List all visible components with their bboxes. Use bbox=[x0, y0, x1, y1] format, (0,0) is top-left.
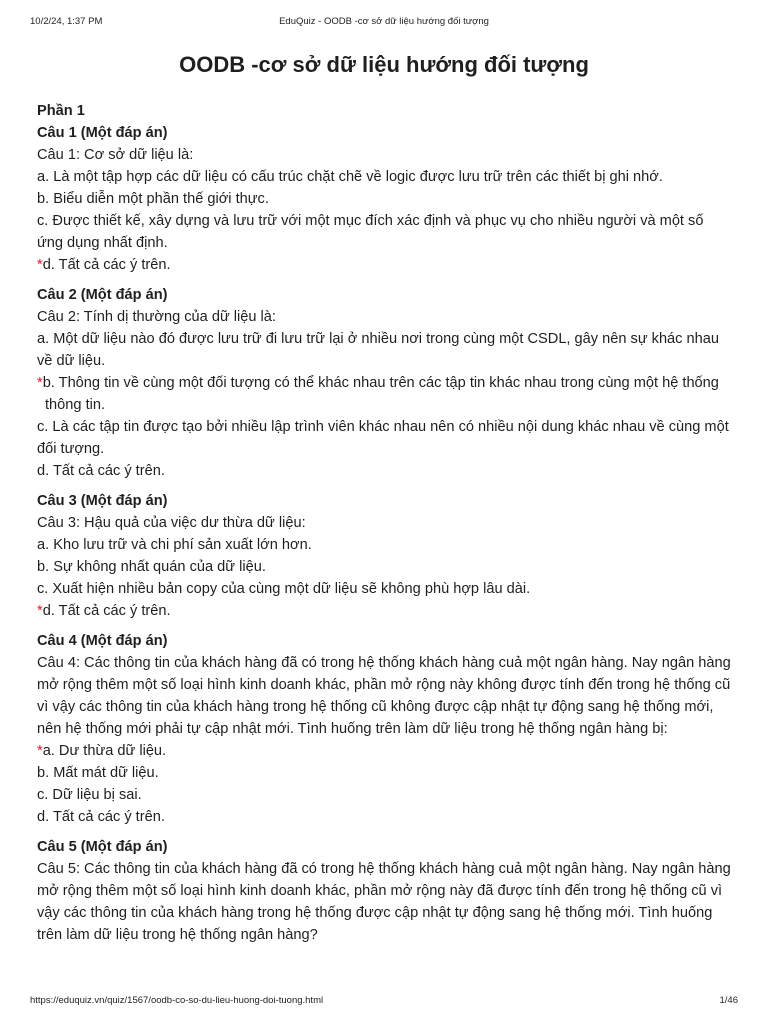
answer-option-correct bbox=[37, 600, 731, 622]
answer-option-text: c. Được thiết kế, xây dựng và lưu trữ với một mục đích xác định và phục vụ cho nhiều người và một số ứng dụng nhất định. bbox=[37, 213, 704, 251]
print-page-title: EduQuiz - OODB -cơ sở dữ liệu hướng đối tượng bbox=[279, 16, 489, 27]
answer-option bbox=[37, 534, 731, 556]
question-list bbox=[37, 122, 731, 946]
answer-option bbox=[37, 328, 731, 372]
answer-option-text: b. Sự không nhất quán của dữ liệu. bbox=[37, 559, 266, 575]
answer-option-correct bbox=[37, 254, 731, 276]
answer-option-correct bbox=[37, 740, 731, 762]
answer-option-text: b. Thông tin về cùng một đối tượng có thể khác nhau trên các tập tin khác nhau trong cùng một hệ thống thông tin. bbox=[42, 375, 719, 413]
answer-option bbox=[37, 210, 731, 254]
correct-answer-marker: * bbox=[37, 257, 43, 273]
print-footer bbox=[30, 995, 738, 1009]
section-title: Phần 1 bbox=[37, 103, 85, 119]
question-block bbox=[37, 490, 731, 622]
answer-option-text: a. Một dữ liệu nào đó được lưu trữ đi lưu trữ lại ở nhiều nơi trong cùng một CSDL, gây nên sự khác nhau về dữ liệu. bbox=[37, 331, 719, 369]
question-heading: Câu 2 (Một đáp án) bbox=[37, 287, 168, 303]
question-block bbox=[37, 122, 731, 276]
print-datetime: 10/2/24, 1:37 PM bbox=[30, 16, 103, 27]
correct-answer-marker: * bbox=[37, 603, 43, 619]
answer-option bbox=[37, 762, 731, 784]
answer-option-text: d. Tất cả các ý trên. bbox=[37, 809, 165, 825]
answer-option-text: c. Dữ liệu bị sai. bbox=[37, 787, 142, 803]
question-block bbox=[37, 630, 731, 828]
answer-option bbox=[37, 578, 731, 600]
quiz-content bbox=[37, 100, 731, 954]
page-url: https://eduquiz.vn/quiz/1567/oodb-co-so-du-lieu-huong-doi-tuong.html bbox=[30, 995, 324, 1006]
document-title: OODB -cơ sở dữ liệu hướng đối tượng bbox=[179, 52, 589, 77]
answer-option-correct bbox=[37, 372, 731, 416]
answer-option-text: d. Tất cả các ý trên. bbox=[42, 257, 171, 273]
answer-option bbox=[37, 806, 731, 828]
answer-option bbox=[37, 460, 731, 482]
question-text: Câu 5: Các thông tin của khách hàng đã có trong hệ thống khách hàng cuả một ngân hàng. Nay ngân hàng mở rộng thêm một số loại hình kinh doanh khác, phần mở rộng này đã được tính đến trong hệ thống cũ vì vậy các thông tin của khách hàng trong hệ thống được cập nhật tự động sang hệ thống mới. Tình huống trên làm dữ liệu trong hệ thống ngân hàng? bbox=[37, 861, 731, 943]
answer-option bbox=[37, 556, 731, 578]
answer-option-text: d. Tất cả các ý trên. bbox=[42, 603, 171, 619]
question-text: Câu 2: Tính dị thường của dữ liệu là: bbox=[37, 309, 276, 325]
question-heading: Câu 5 (Một đáp án) bbox=[37, 839, 168, 855]
question-heading: Câu 1 (Một đáp án) bbox=[37, 125, 168, 141]
answer-option-text: d. Tất cả các ý trên. bbox=[37, 463, 165, 479]
question-heading: Câu 4 (Một đáp án) bbox=[37, 633, 168, 649]
answer-option bbox=[37, 188, 731, 210]
question-heading: Câu 3 (Một đáp án) bbox=[37, 493, 168, 509]
answer-option bbox=[37, 784, 731, 806]
answer-option-text: c. Xuất hiện nhiều bản copy của cùng một dữ liệu sẽ không phù hợp lâu dài. bbox=[37, 581, 531, 597]
correct-answer-marker: * bbox=[37, 743, 43, 759]
answer-option-text: c. Là các tập tin được tạo bởi nhiều lập trình viên khác nhau nên có nhiều nội dung khác nhau về cùng một đối tượng. bbox=[37, 419, 729, 457]
question-text: Câu 3: Hậu quả của việc dư thừa dữ liệu: bbox=[37, 515, 306, 531]
question-text: Câu 4: Các thông tin của khách hàng đã có trong hệ thống khách hàng cuả một ngân hàng. Nay ngân hàng mở rộng thêm một số loại hình kinh doanh khác, phần mở rộng này không được tính đến trong hệ thống cũ vì vậy các thông tin của khách hàng trong hệ thống cũ không được cập nhật tự động sang hệ thống mới, nên hệ thống mới phải tự cập nhật mới. Tình huống trên làm dữ liệu trong hệ thống ngân hàng bị: bbox=[37, 655, 731, 737]
print-header bbox=[30, 16, 738, 30]
question-block bbox=[37, 836, 731, 946]
answer-option-text: b. Mất mát dữ liệu. bbox=[37, 765, 159, 781]
answer-option bbox=[37, 416, 731, 460]
question-block bbox=[37, 284, 731, 482]
question-text: Câu 1: Cơ sở dữ liệu là: bbox=[37, 147, 194, 163]
answer-option-text: b. Biểu diễn một phần thế giới thực. bbox=[37, 191, 269, 207]
answer-option-text: a. Là một tập hợp các dữ liệu có cấu trúc chặt chẽ về logic được lưu trữ trên các thiết bị ghi nhớ. bbox=[37, 169, 663, 185]
correct-answer-marker: * bbox=[37, 375, 43, 391]
answer-option-text: a. Dư thừa dữ liệu. bbox=[42, 743, 167, 759]
page-number: 1/46 bbox=[719, 995, 738, 1006]
answer-option-text: a. Kho lưu trữ và chi phí sản xuất lớn hơn. bbox=[37, 537, 312, 553]
answer-option bbox=[37, 166, 731, 188]
